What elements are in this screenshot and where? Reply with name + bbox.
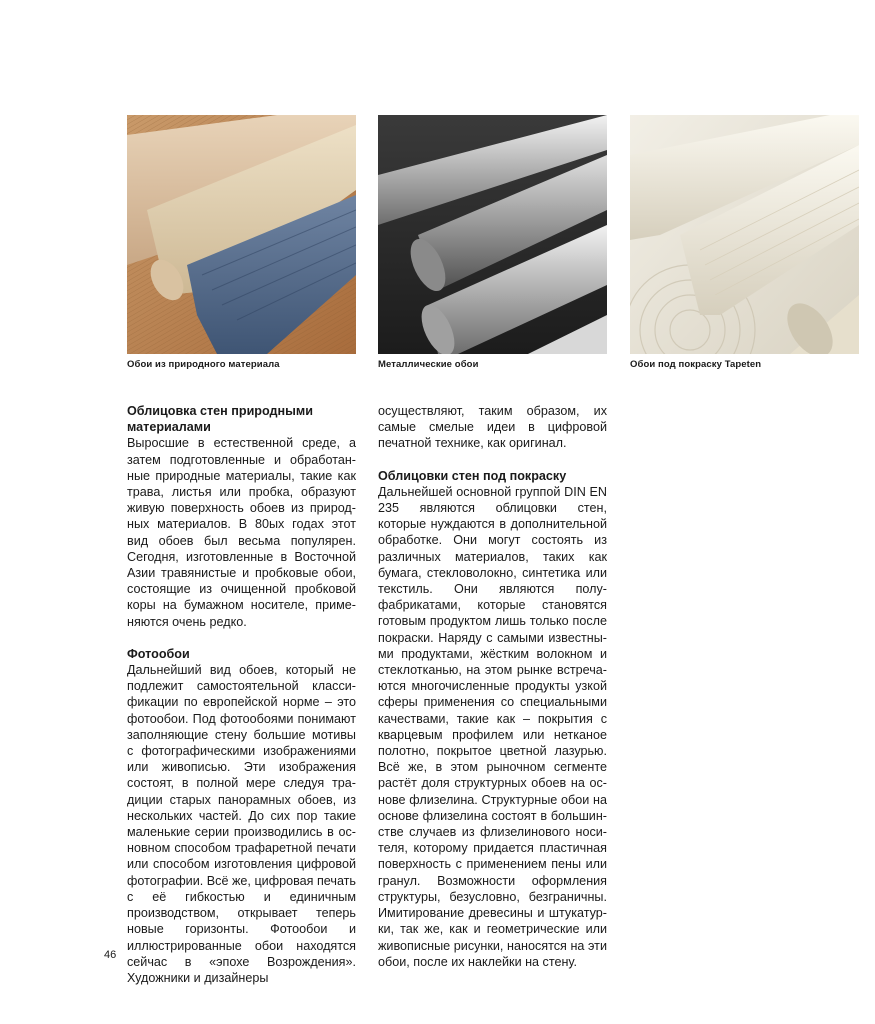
figure-caption: Обои под покраску Tapeten (630, 359, 762, 370)
text-column-left (127, 403, 356, 986)
section-heading-paintable: Облицовки стен под покраску (378, 468, 567, 483)
figure-caption: Металлические обои (378, 359, 479, 370)
page-number: 46 (104, 949, 117, 961)
section-heading-natural-materials: Облицовка стен природными материалами (127, 404, 313, 435)
section-text-paintable: Дальнейшей основной группой DIN EN 235 являются облицовки стен, которые нуждаются в дополнительной обработке. Они могут состоять из различных материалов, таких как бумага, стекловолокно, синтетика или текстиль. Они являются полуфабрикатами, которые становятся готовым продуктом лишь только после покраски. Наряду с самыми известными продуктами, жёстким волокном и стеклотканью, на этом рынке встречаются многочисленные продукты узкой сферы применения со специальными качествами, такие как – покрытия с кварцевым профилем или нетканое полотно, покрытое цветной лазурью. Всё же, в этом рыночном сегменте растёт доля структурных обоев на основе флизелина. Структурные обои на основе флизелина состоят в большинстве случаев из флизелинового носителя, которому придается пластичная поверхность с применением пены или гранул. Возможности оформления структуры, безусловно, безграничны. Имитирование древесины и штукатурки, так же, как и геометрические или живописные рисунки, наносятся на эти обои, после их наклейки на стену. (378, 484, 607, 969)
section-text-natural-materials: Выросшие в естественной среде, а затем подготовленные и обработанные природные материалы, такие как трава, листья или пробка, образуют живую поверхность обоев из природных материалов. В 80ых годах этот вид обоев был весьма популярен. Сегодня, изготовленные в Восточной Азии травянистые и пробковые обои, состоящие из очищенной пробковой коры на бумажном носителе, применяются очень редко. (127, 436, 356, 629)
text-column-right (378, 403, 607, 970)
figure-caption: Обои из природного материала (127, 359, 280, 370)
section-text-photo-wallpaper-continued: осуществляют, таким образом, их самые смелые идеи в цифровой печатной технике, как оригинал. (378, 404, 607, 451)
natural-material-wallpaper-rolls-image (127, 115, 356, 354)
figure-metallic (378, 115, 607, 370)
paintable-photo (630, 115, 859, 354)
figure-paintable (630, 115, 859, 370)
section-text-photo-wallpaper: Дальнейший вид обоев, который не подлежит самостоятельной классификации по европейской норме – это фотообои. Под фотообоями понимают заполняющие стену большие мотивы с фотографическими изображениями или живописью. Эти изображения состоят, в полной мере следуя традиции старых панорамных обоев, из нескольких частей. До сих пор такие маленькие серии производились в основном способом трафаретной печати или способом изготовления цифровой фотографии. Всё же, цифровая печать с её гибкостью и единичным производством, открывает теперь новые горизонты. Фотообои и иллюстрированные обои находятся сейчас в «эпохе Возрождения». Художники и дизайнеры (127, 663, 356, 985)
metallic-wallpaper-rolls-image (378, 115, 607, 354)
section-heading-photo-wallpaper: Фотообои (127, 646, 190, 661)
metallic-photo (378, 115, 607, 354)
figure-natural-material (127, 115, 356, 370)
natural-material-photo (127, 115, 356, 354)
paintable-wallpaper-rolls-image (630, 115, 859, 354)
